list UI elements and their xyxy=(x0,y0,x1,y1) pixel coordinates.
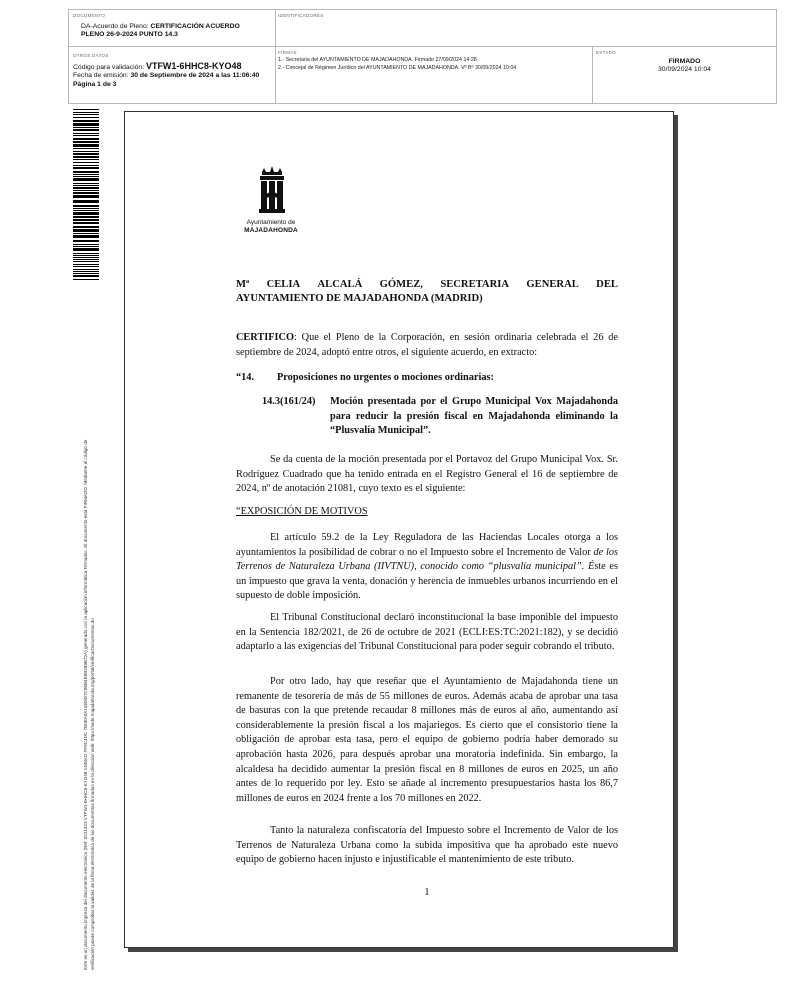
item-14-3-text: Moción presentada por el Grupo Municipal Vox Majadahonda para reducir la presión fiscal en Majadahonda eliminando la “Plusvalía Municipal”. xyxy=(330,396,618,437)
title-word: GENERAL xyxy=(526,279,579,290)
side-text-line-1: Este es un documento impreso del documento electrónico (Ref: 3221423 VTFW1-6HHC8-KYO48 1448AD FF9C4DC 7B0EA0A1EB9D7C96B4E6B289B72A) generado con la aplicación informática Firmadoc. El documento está FIRMADO. Mediante el código de xyxy=(83,439,88,970)
certifico-paragraph: CERTIFICO: Que el Pleno de la Corporación, en sesión ordinaria celebrada el 26 de septiembre de 2024, adoptó entre otros, el siguiente acuerdo, en extracto: xyxy=(236,332,618,358)
document-page xyxy=(124,111,674,948)
logo-text-line-1: Ayuntamiento de xyxy=(246,219,296,226)
title-word: GÓMEZ, xyxy=(379,279,423,290)
item-14-number: “14. xyxy=(236,372,255,383)
estado-value: FIRMADO xyxy=(668,58,701,65)
barcode-icon xyxy=(73,109,99,281)
page-number: 1 xyxy=(424,887,430,898)
documento-value-line2: PLENO 26-9-2024 PUNTO 14.3 xyxy=(81,31,178,38)
title-word: DEL xyxy=(596,279,618,290)
firma-2: 2.- Concejal de Régimen Jurídico del AYUNTAMIENTO DE MAJADAHONDA. Vº Bº 30/09/2024 10:04 xyxy=(278,65,517,71)
logo-text-line-2: MAJADAHONDA xyxy=(244,227,298,234)
fecha-emision: Fecha de emisión: 30 de Septiembre de 2024 a las 11:06:40 xyxy=(73,72,260,79)
divider xyxy=(592,46,593,103)
documento-value: DA-Acuerdo de Pleno: CERTIFICACIÓN ACUERDO xyxy=(81,23,240,30)
document-title-line-2: AYUNTAMIENTO DE MAJADAHONDA (MADRID) xyxy=(236,293,483,304)
paragraph-3: Por otro lado, hay que reseñar que el Ayuntamiento de Majadahonda tiene un remanente de tesorería de más de 55 millones de euros. Además acaba de aprobar una tasa de basuras con la que pretende recaudar 8 millones más de euros al año, aumentando así considerablemente la presión fiscal a los majariegos. Es cierto que el consistorio tiene la obligación de aprobar esta tasa, pero el equipo de gobierno podría haber demorado su aprobación hasta 2026, para después aprobar una moratoria indefinida. Sin embargo, la alcaldesa ha decidido aumentar la presión fiscal en 8 millones de euros en 2025, un año antes de lo requerido por ley. Esto se añade al incremento presupuestarios hasta los 86,7 millones de euros en 2024 frente a los 70 millones en 2022. xyxy=(236,676,618,804)
certifico-label: CERTIFICO xyxy=(236,332,294,343)
divider xyxy=(275,10,276,46)
paragraph-2: El Tribunal Constitucional declaró inconstitucional la base imponible del impuesto en la Sentencia 182/2021, de 26 de octubre de 2021 (ECLI:ES:TC:2021:182), y se decidió adaptarlo a las exigencias del Tribunal Constitucional para poder seguir cobrando el tributo. xyxy=(236,612,618,653)
title-word: CELIA xyxy=(266,279,301,290)
otros-datos-label: OTROS DATOS xyxy=(73,53,109,58)
item-14-heading: “14. Proposiciones no urgentes o mociones ordinarias: xyxy=(236,371,618,386)
signature-header xyxy=(68,9,777,104)
paragraph-da-cuenta: Se da cuenta de la moción presentada por el Portavoz del Grupo Municipal Vox. Sr. Rodríguez Cuadrado que ha tenido entrada en el Registro General el 16 de septiembre de 2024, nº de anotación 21081, cuyo texto es el siguiente: xyxy=(236,454,618,495)
firmas-label: FIRMAS xyxy=(278,50,297,55)
document-title-line-1 xyxy=(236,278,618,293)
title-word: ALCALÁ xyxy=(317,279,363,290)
item-14-3-heading xyxy=(262,395,618,439)
identificadores-label: IDENTIFICADORES xyxy=(278,13,324,18)
codigo-validacion[interactable]: Código para validación: VTFW1-6HHC8-KYO48 xyxy=(73,61,242,71)
documento-label: DOCUMENTO xyxy=(73,13,106,18)
estado-label: ESTADO xyxy=(596,50,616,55)
verification-side-text xyxy=(82,440,96,970)
divider xyxy=(275,46,276,103)
side-text-line-2: verificación puede comprobar la validez de la firma electrónica de los documentos firmados en la dirección web: https://sede.majadahonda.org/portal/verificarDocumentos.do xyxy=(90,618,95,970)
exposicion-heading: “EXPOSICIÓN DE MOTIVOS xyxy=(236,506,368,517)
paragraph-4: Tanto la naturaleza confiscatoria del Impuesto sobre el Incremento de Valor de los Terrenos de Naturaleza Urbana como la subida impositiva que ha aprobado este nuevo equipo de gobierno hacen injusto e injustificable el mantenimiento de este tributo. xyxy=(236,825,618,866)
title-word: SECRETARIA xyxy=(440,279,509,290)
firma-1: 1.- Secretaria del AYUNTAMIENTO DE MAJADAHONDA. Firmado 27/09/2024 14:28 xyxy=(278,57,477,63)
estado-date: 30/09/2024 10:04 xyxy=(658,66,711,73)
paragraph-1: El artículo 59.2 de la Ley Reguladora de las Haciendas Locales otorga a los ayuntamientos la posibilidad de cobrar o no el Impuesto sobre el Incremento de Valor de los Terrenos de Naturaleza Urbana (IIVTNU), conocido como “plusvalía municipal”. Éste es un impuesto que grava la venta, donación y herencia de inmuebles urbanos incurriendo en el supuesto de doble imposición. xyxy=(236,532,619,602)
pagina-indicator: Página 1 de 3 xyxy=(73,81,117,88)
title-word: Mª xyxy=(236,279,250,290)
item-14-3-number: 14.3(161/24) xyxy=(262,396,316,407)
